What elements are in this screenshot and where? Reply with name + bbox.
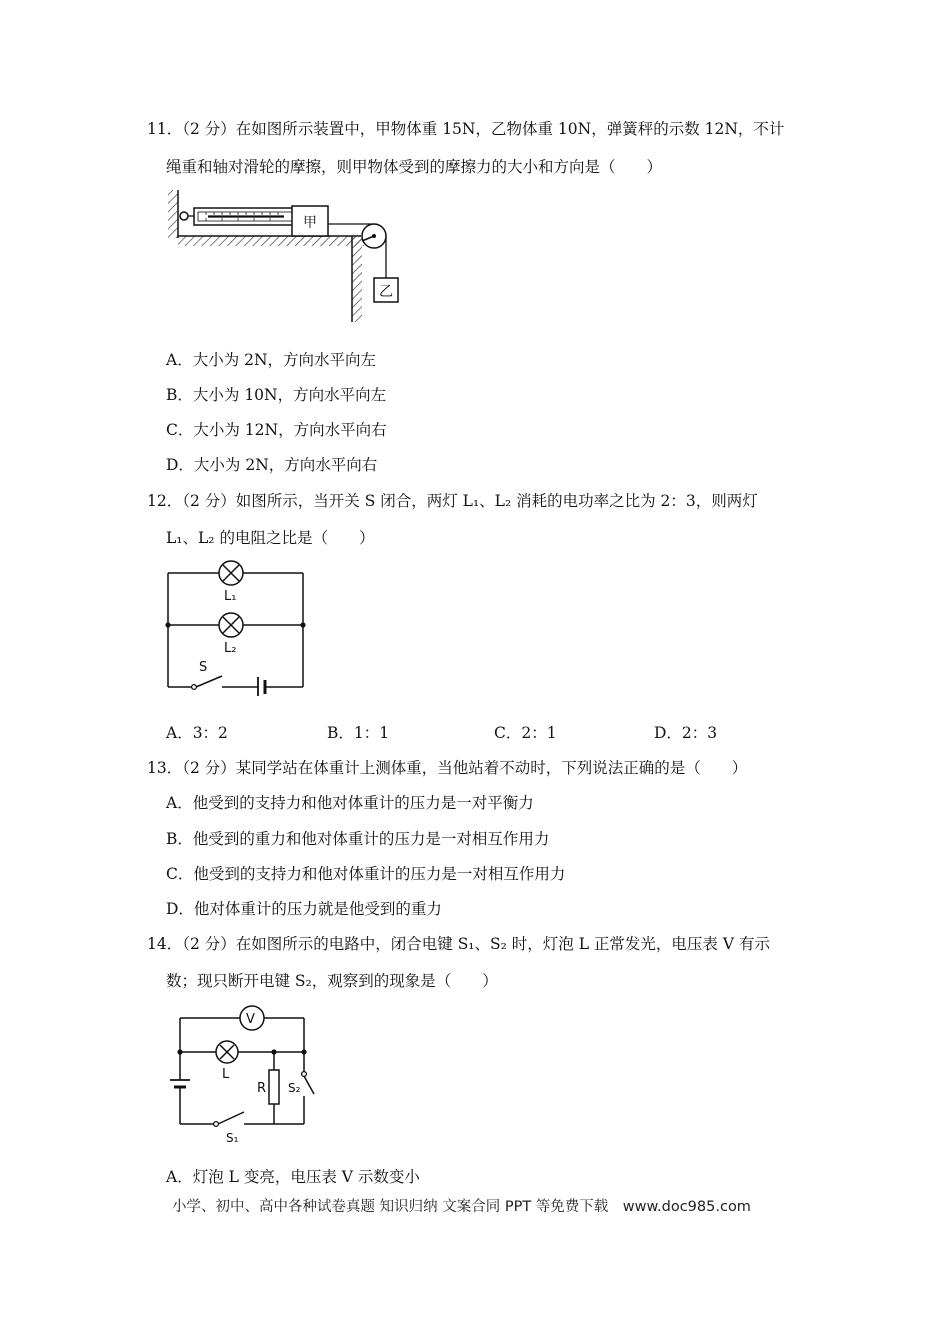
q11-block-jia-label: 甲 bbox=[303, 215, 317, 231]
q12-stem-line1: 12．（2 分）如图所示，当开关 S 闭合，两灯 L₁、L₂ 消耗的电功率之比为 2：3，则两灯 bbox=[147, 492, 758, 510]
q12-option-b: B．1：1 bbox=[327, 724, 390, 742]
page-footer: 小学、初中、高中各种试卷真题 知识归纳 文案合同 PPT 等免费下载 www.doc985.com bbox=[172, 1199, 751, 1215]
q14-label-r: R bbox=[257, 1081, 267, 1096]
q14-label-v: V bbox=[246, 1012, 255, 1027]
q14-stem-line2: 数；现只断开电键 S₂，观察到的现象是（ ） bbox=[166, 972, 498, 990]
q12-label-l1: L₁ bbox=[224, 589, 237, 604]
q11-option-a: A．大小为 2N，方向水平向左 bbox=[166, 351, 377, 369]
q11-pulley-figure bbox=[166, 188, 406, 326]
q14-option-a: A．灯泡 L 变亮，电压表 V 示数变小 bbox=[166, 1168, 420, 1186]
q14-stem-line1: 14．（2 分）在如图所示的电路中，闭合电键 S₁、S₂ 时，灯泡 L 正常发光，电压表 V 有示 bbox=[147, 935, 770, 953]
q12-label-s: S bbox=[199, 660, 208, 675]
q12-stem-line2: L₁、L₂ 的电阻之比是（ ） bbox=[166, 529, 375, 547]
q13-option-d: D．他对体重计的压力就是他受到的重力 bbox=[166, 900, 442, 918]
q12-parallel-lamps-circuit bbox=[162, 556, 312, 696]
q14-voltmeter-circuit bbox=[170, 1004, 320, 1144]
q14-label-s2: S₂ bbox=[288, 1081, 301, 1095]
q11-option-b: B．大小为 10N，方向水平向左 bbox=[166, 386, 387, 404]
q13-option-a: A．他受到的支持力和他对体重计的压力是一对平衡力 bbox=[166, 794, 534, 812]
q14-label-s1: S₁ bbox=[226, 1131, 239, 1144]
q12-option-d: D．2：3 bbox=[654, 724, 718, 742]
q12-option-c: C．2：1 bbox=[494, 724, 557, 742]
q13-option-b: B．他受到的重力和他对体重计的压力是一对相互作用力 bbox=[166, 830, 550, 848]
q14-label-l: L bbox=[222, 1067, 230, 1082]
q12-option-a: A．3：2 bbox=[166, 724, 228, 742]
q12-label-l2: L₂ bbox=[224, 641, 237, 656]
q11-stem-line2: 绳重和轴对滑轮的摩擦，则甲物体受到的摩擦力的大小和方向是（ ） bbox=[166, 158, 663, 176]
q11-option-d: D．大小为 2N，方向水平向右 bbox=[166, 456, 378, 474]
q11-option-c: C．大小为 12N，方向水平向右 bbox=[166, 421, 387, 439]
q11-stem-line1: 11．（2 分）在如图所示装置中，甲物体重 15N，乙物体重 10N，弹簧秤的示数 12N，不计 bbox=[147, 120, 785, 138]
q13-option-c: C．他受到的支持力和他对体重计的压力是一对相互作用力 bbox=[166, 865, 566, 883]
q13-stem-line1: 13．（2 分）某同学站在体重计上测体重，当他站着不动时，下列说法正确的是（ ） bbox=[147, 759, 748, 777]
q11-block-yi-label: 乙 bbox=[379, 284, 393, 300]
